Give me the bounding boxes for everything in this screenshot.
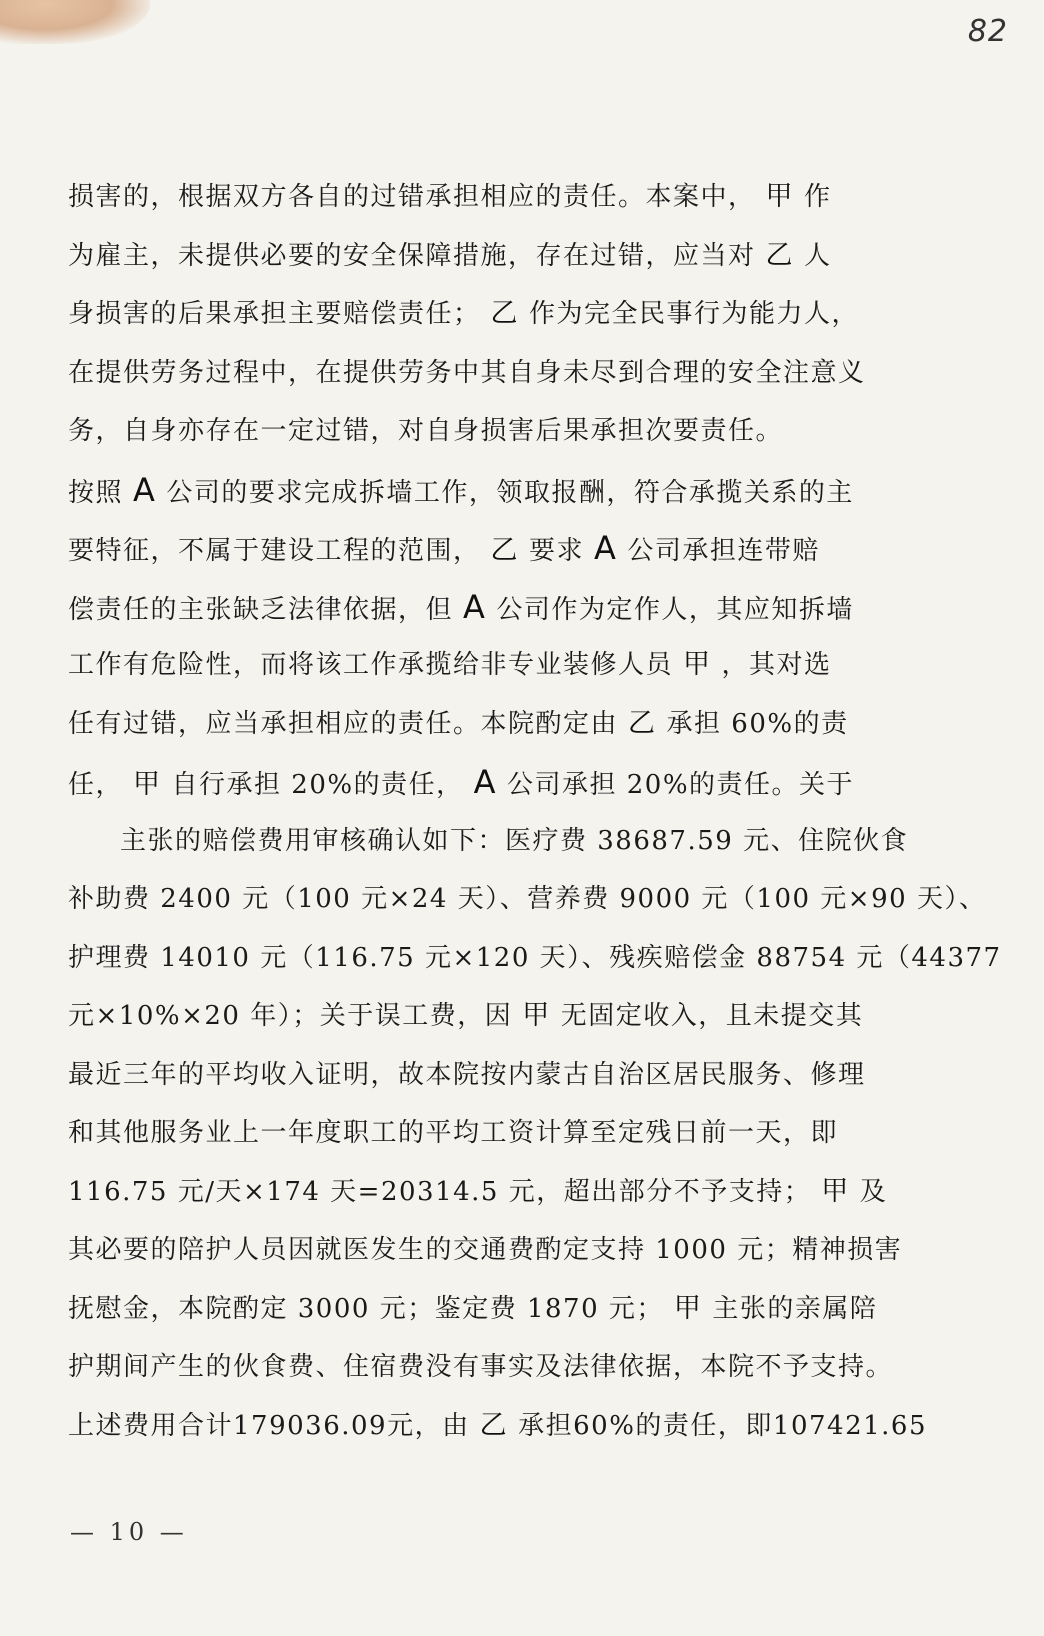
- text-line: [68, 344, 968, 403]
- document-body: [68, 168, 1002, 1455]
- text-segment: 公司承担 20%的责任。关于: [506, 770, 855, 800]
- party-marker: 甲: [683, 649, 712, 680]
- text-line: [68, 636, 968, 695]
- text-segment: 主张的赔偿费用审核确认如下：医疗费 38687.59 元、住院伙食: [120, 825, 909, 856]
- text-segment: 按照: [68, 477, 124, 508]
- text-line: [68, 285, 968, 344]
- text-segment: 任，: [68, 770, 124, 800]
- party-marker: 乙: [490, 298, 520, 329]
- text-segment: 公司的要求完成拆墙工作，领取报酬，符合承揽关系的主: [166, 477, 854, 508]
- party-marker: A: [133, 470, 157, 509]
- text-segment: 要求: [529, 536, 585, 566]
- text-line: [68, 1104, 968, 1163]
- text-line: [68, 987, 968, 1046]
- text-segment: 主张的亲属陪: [712, 1293, 878, 1324]
- party-marker: 乙: [490, 535, 520, 566]
- text-segment: 护期间产生的伙食费、住宿费没有事实及法律依据，本院不予支持。: [68, 1352, 894, 1382]
- text-line: [68, 753, 968, 812]
- text-line: [68, 1280, 968, 1339]
- text-segment: 补助费 2400 元（100 元×24 天）、营养费 9000 元（100 元×90 天）、: [68, 884, 987, 914]
- text-line: [68, 812, 968, 871]
- text-line: [68, 1221, 968, 1280]
- page-corner-stain: [0, 0, 150, 44]
- text-line: [68, 1163, 968, 1222]
- text-line: [68, 519, 968, 578]
- text-segment: 其必要的陪护人员因就医发生的交通费酌定支持 1000 元；精神损害: [68, 1235, 903, 1265]
- text-segment: 116.75 元/天×174 天=20314.5 元，超出部分不予支持；: [68, 1176, 812, 1207]
- text-line: [68, 929, 1002, 988]
- text-segment: 承担60%的责任，即107421.65: [518, 1410, 927, 1441]
- text-line: [68, 402, 968, 461]
- text-line: [68, 1338, 968, 1397]
- text-segment: 最近三年的平均收入证明，故本院按内蒙古自治区居民服务、修理: [68, 1059, 866, 1090]
- party-marker: 乙: [628, 707, 657, 739]
- text-segment: 抚慰金，本院酌定 3000 元；鉴定费 1870 元；: [68, 1293, 664, 1324]
- text-line: [68, 1397, 968, 1456]
- text-segment: ，其对选: [721, 650, 832, 680]
- party-marker: A: [463, 587, 487, 626]
- text-segment: 作为完全民事行为能力人，: [529, 299, 860, 329]
- text-segment: 作: [804, 182, 832, 212]
- text-line: [68, 870, 987, 929]
- text-segment: 上述费用合计179036.09元，由: [68, 1410, 470, 1441]
- text-segment: 及: [859, 1176, 888, 1207]
- text-segment: 身损害的后果承担主要赔偿责任；: [68, 299, 481, 329]
- text-segment: 人: [804, 240, 832, 271]
- text-line: [68, 1046, 968, 1105]
- text-segment: 护理费 14010 元（116.75 元×120 天）、残疾赔偿金 88754 元（44377: [68, 942, 1002, 973]
- text-segment: 要特征，不属于建设工程的范围，: [68, 536, 481, 566]
- text-segment: 务，自身亦存在一定过错，对自身损害后果承担次要责任。: [68, 416, 784, 446]
- text-segment: 自行承担 20%的责任，: [171, 770, 464, 800]
- page-number: — 10 —: [70, 1518, 188, 1546]
- party-marker: 甲: [765, 181, 795, 212]
- text-segment: 为雇主，未提供必要的安全保障措施，存在过错，应当对: [68, 240, 756, 271]
- text-segment: 和其他服务业上一年度职工的平均工资计算至定残日前一天，即: [68, 1118, 839, 1148]
- text-segment: 工作有危险性，而将该工作承揽给非专业装修人员: [68, 650, 674, 680]
- text-segment: 公司作为定作人，其应知拆墙: [496, 594, 854, 625]
- text-line: [68, 168, 968, 227]
- text-segment: 承担 60%的责: [666, 708, 849, 739]
- handwritten-page-note: 82: [967, 14, 1008, 49]
- party-marker: A: [473, 763, 497, 801]
- text-segment: 元×10%×20 年）；关于误工费，因: [68, 1001, 513, 1031]
- text-line: [68, 461, 968, 520]
- party-marker: 甲: [821, 1175, 850, 1207]
- party-marker: 甲: [133, 769, 162, 800]
- text-segment: 损害的，根据双方各自的过错承担相应的责任。本案中，: [68, 182, 756, 212]
- text-line: [68, 578, 968, 637]
- party-marker: 乙: [765, 239, 795, 271]
- text-segment: 任有过错，应当承担相应的责任。本院酌定由: [68, 708, 619, 739]
- party-marker: A: [594, 529, 618, 567]
- text-line: [68, 695, 968, 754]
- text-line: [68, 227, 968, 286]
- party-marker: 乙: [479, 1409, 509, 1441]
- text-segment: 公司承担连带赔: [627, 536, 820, 566]
- text-segment: 在提供劳务过程中，在提供劳务中其自身未尽到合理的安全注意义: [68, 357, 866, 388]
- party-marker: 甲: [522, 1000, 551, 1031]
- party-marker: 甲: [673, 1292, 703, 1324]
- text-segment: 偿责任的主张缺乏法律依据，但: [68, 594, 454, 625]
- text-segment: 无固定收入，且未提交其: [560, 1001, 864, 1031]
